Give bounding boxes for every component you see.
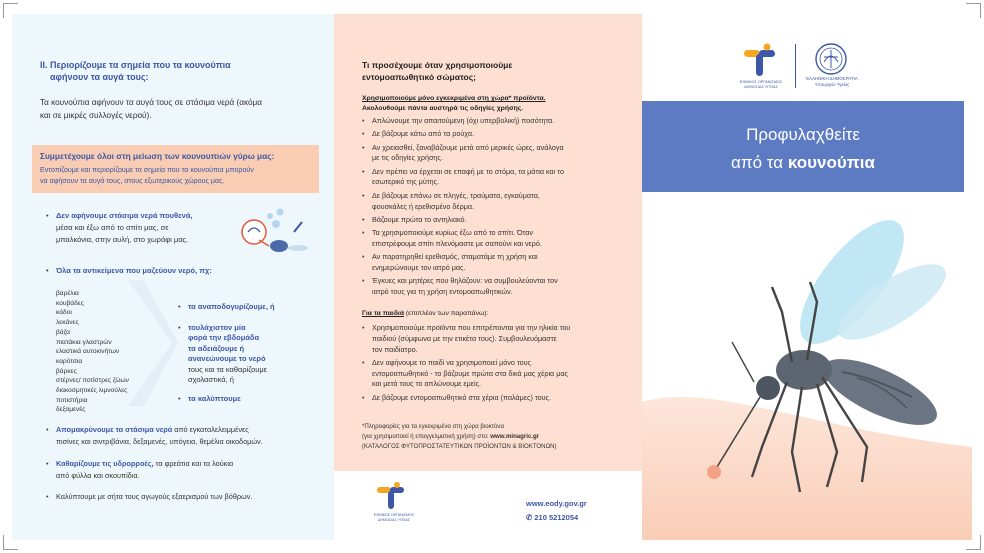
intro-line-2: και σε μικρές συλλογές νερού). <box>40 111 152 120</box>
repellent-title-line-2: εντομοαπωθητικό σώματος; <box>362 72 476 82</box>
ministry-line-2: Υπουργείο Υγείας <box>814 82 850 87</box>
eody-logo-caption <box>734 80 788 90</box>
ministry-line-1: ΕΛΛΗΝΙΚΗ ΔΗΜΟΚΡΑΤΙΑ <box>806 76 858 81</box>
action-empty-line: τουλάχιστον μία <box>188 322 246 332</box>
bullet-4-bold: Καθαρίζουμε τις υδρορροές, <box>56 459 154 468</box>
action-empty <box>188 323 275 386</box>
object-actions <box>188 302 275 404</box>
children-bullet: Χρησιμοποιούμε προϊόντα που επιτρέπονται για την ηλικία του <box>372 323 571 332</box>
plant-pot-illustration <box>234 202 314 262</box>
object-item: βάρκες <box>56 367 77 375</box>
logo-caption-line: ΔΗΜΟΣΙΑΣ ΥΓΕΙΑΣ <box>744 85 778 89</box>
object-item: ελαστικά αυτοκινήτων <box>56 348 120 356</box>
repellent-bullet: ενημερώνουμε τον ιατρό μας. <box>372 263 466 273</box>
repellent-bullet: φουσκάλες ή ερεθισμένο δέρμα. <box>372 201 474 211</box>
section-heading-line-2: αφήνουν τα αυγά τους: <box>50 72 149 82</box>
bullet-clean-gutters <box>56 458 233 482</box>
left-panel <box>12 14 334 540</box>
object-item: βάζα <box>56 328 70 336</box>
crop-mark <box>3 535 18 550</box>
repellent-bullet: Δε βάζουμε επάνω σε πληγές, τραύματα, εγκαύματα, <box>372 190 540 200</box>
bullet-1-line-2: μέσα και έξω από το σπίτι μας, σε <box>56 223 169 232</box>
children-heading-bold: Για τα παιδιά <box>362 310 405 317</box>
brochure <box>12 14 972 540</box>
object-item: δεξαμενές <box>56 406 86 414</box>
ministry-caption <box>802 76 862 88</box>
repellent-title <box>362 59 512 83</box>
middle-panel <box>334 14 642 540</box>
repellent-bullets <box>372 116 632 300</box>
action-empty-line: ανανεώνουμε το νερό <box>188 354 266 363</box>
section-heading <box>40 59 231 83</box>
action-empty-line: φορά την εβδομάδα <box>188 333 260 342</box>
phone-number[interactable]: ✆ 210 5212054 <box>526 513 579 522</box>
logo-caption-line: ΔΗΜΟΣΙΑΣ ΥΓΕΙΑΣ <box>378 518 410 522</box>
eody-logo-icon <box>374 481 410 511</box>
eody-logo-icon <box>740 42 782 78</box>
repellent-bullet: εσωτερικό της μύτης. <box>372 177 440 187</box>
action-empty-line: τους και τα καθαρίζουμε <box>188 364 268 374</box>
info-box-line-1: Εντοπίζουμε και περιορίζουμε τα σημεία που τα κουνούπια μπορούν <box>40 166 254 174</box>
eody-logo-caption <box>372 513 416 523</box>
bullet-5-text: Καλύπτουμε με σήτα τους αγωγούς εξαερισμού των βόθρων. <box>56 492 253 501</box>
logo-caption-line: ΕΘΝΙΚΟΣ ΟΡΓΑΝΙΣΜΟΣ <box>739 80 783 84</box>
intro-line-1: Τα κουνούπια αφήνουν τα αυγά τους σε στάσιμα νερά (ακόμα <box>40 98 262 107</box>
mosquito-illustration <box>642 192 972 540</box>
bullet-3-bold: Απομακρύνουμε τα στάσιμα νερά <box>56 425 173 434</box>
minagric-link[interactable]: www.minagric.gr <box>490 433 540 440</box>
action-empty-line: τα αδειάζουμε ή <box>188 343 245 353</box>
repellent-bullet: Απλώνουμε την απαιτούμενη (όχι υπερβολική) ποσότητα. <box>372 116 555 125</box>
right-panel <box>642 14 972 540</box>
object-item: κάδοι <box>56 309 72 317</box>
info-box-line-2: να αφήσουν τα αυγά τους, στους εξωτερικούς χώρους μας. <box>40 177 225 185</box>
repellent-bullet: επιστρέφουμε σπίτι πλενόμαστε με σαπούνι και νερό. <box>372 238 542 248</box>
bullet-4-rest: τα φρεάτια και τα λούκια <box>153 459 234 468</box>
action-flip: τα αναποδογυρίζουμε, ή <box>188 302 275 311</box>
children-bullet: Δεν αφήνουμε το παιδί να χρησιμοποιεί μόνο τους <box>372 357 531 367</box>
banner-title <box>642 121 964 177</box>
banner-line-2-bold: κουνούπια <box>787 153 875 172</box>
repellent-title-line-1: Τι προσέχουμε όταν χρησιμοποιούμε <box>362 60 513 70</box>
phone-text: 210 5212054 <box>534 513 579 522</box>
banner-line-2-normal: από τα <box>731 153 788 172</box>
objects-list <box>56 289 129 415</box>
children-bullets <box>372 323 632 406</box>
bullet-2-text: Όλα τα αντικείμενα που μαζεύουν νερό, πχ: <box>56 266 212 275</box>
footnote-line-2: (για χρησιμοποιεί ή επαγγελματική χρήση) στο: <box>362 433 491 440</box>
children-bullet: Δε βάζουμε εντομοαπωθητικό στα χέρια (παλάμες) τους. <box>372 392 551 402</box>
logo-divider <box>795 44 796 88</box>
object-item: διακοσμητικές λιμνούλες <box>56 387 128 395</box>
repellent-bullet: Δεν πρέπει να έρχεται σε επαφή με το στόμα, τα μάτια και το <box>372 166 565 176</box>
bullet-3-line-2: πισίνες και σιντριβάνια, δεξαμενές, υπόγεια, θεμέλια οικοδομών. <box>56 437 263 446</box>
crop-mark <box>966 3 981 18</box>
repellent-bullet: Αν παρατηρηθεί ερεθισμός, σταματάμε τη χρήση και <box>372 252 538 262</box>
repellent-bullet: Βάζουμε πρώτα το αντηλιακό. <box>372 214 467 224</box>
repellent-bullet: ιατρό τους για τη χρήση εντομοαπωθητικών. <box>372 287 513 297</box>
bullet-1-line-3: μπαλκόνια, στην αυλή, στο χωράφι μας. <box>56 235 189 244</box>
section-heading-line-1: ΙΙ. Περιορίζουμε τα σημεία που τα κουνούπια <box>40 60 231 70</box>
logo-caption-line: ΕΘΝΙΚΟΣ ΟΡΓΑΝΙΣΜΟΣ <box>373 513 415 517</box>
action-empty-line: σχολαστικά, ή <box>188 375 234 384</box>
greek-emblem-icon <box>814 42 848 76</box>
bullet-remove-water <box>56 424 263 448</box>
repellent-bullet: με τις οδηγίες χρήσης. <box>372 153 443 163</box>
repellent-intro-line-2: Ακολουθούμε πάντα αυστηρά τις οδηγίες χρήσης. <box>362 104 524 112</box>
children-heading-rest: (επιπλέον των παραπάνω): <box>404 310 489 317</box>
footnote-line-1: *Πληροφορίες για τα εγκεκριμένα στη χώρα βιοκτόνα <box>362 423 504 430</box>
repellent-intro-line-1: Χρησιμοποιούμε μόνο εγκεκριμένα στη χώρα* προϊόντα. <box>362 95 546 102</box>
crop-mark <box>3 3 18 18</box>
repellent-bullet: Αν χρειασθεί, ξαναβάζουμε μετά από μερικές ώρες, ανάλογα <box>372 142 564 152</box>
object-item: λεκάνες <box>56 319 79 327</box>
repellent-bullet: Δε βάζουμε κάτω από τα ρούχα. <box>372 129 475 139</box>
bite-mark <box>707 465 721 479</box>
footnote-line-3: (ΚΑΤΑΛΟΓΟΣ ΦΥΤΟΠΡΟΣΤΑΤΕΥΤΙΚΩΝ ΠΡΟΪΟΝΤΩΝ & ΒΙΟΚΤΟΝΩΝ) <box>362 443 557 450</box>
mosquito-head <box>756 376 780 400</box>
children-bullet: παιδιού (σύμφωνα με την ετικέτα τους). Συμβουλευόμαστε <box>372 333 557 343</box>
bullet-objects-heading <box>56 266 212 275</box>
bullet-4-line-2: από φύλλα και σκουπίδια. <box>56 471 140 480</box>
banner-line-1: Προφυλαχθείτε <box>746 125 860 144</box>
children-bullet: και μετά τους το απλώνουμε εμείς. <box>372 379 482 389</box>
middle-footer <box>334 471 642 540</box>
repellent-bullet: Τα χρησιμοποιούμε κυρίως έξω από το σπίτι. Όταν <box>372 228 534 238</box>
info-box-title: Συμμετέχουμε όλοι στη μείωση των κουνουπιών γύρω μας: <box>40 151 275 161</box>
object-item: πιατάκια γλαστρών <box>56 338 112 346</box>
action-cover: τα καλύπτουμε <box>188 393 241 403</box>
title-banner <box>642 101 964 192</box>
info-box <box>32 145 319 193</box>
bullet-cover-vents <box>56 492 252 501</box>
object-item: κουβάδες <box>56 299 84 307</box>
mosquito-thorax <box>776 350 832 390</box>
bullet-1-line-1: Δεν αφήνουμε στάσιμα νερά πουθενά, <box>56 211 193 220</box>
bullet-no-standing-water <box>56 210 193 246</box>
children-bullet: τον παιδίατρο. <box>372 344 418 354</box>
footnote <box>362 422 557 452</box>
chevron-arrow-icon <box>122 276 182 411</box>
repellent-intro <box>362 94 546 113</box>
children-bullet: εντομοαπωθητικό - το βάζουμε πρώτα στα δικά μας χέρια μας <box>372 368 568 378</box>
object-item: ποτιστήρια <box>56 396 88 404</box>
object-item: στέρνες/ ποτίστρες ζώων <box>56 377 129 385</box>
website-link[interactable]: www.eody.gov.gr <box>526 499 587 508</box>
object-item: καρότσια <box>56 357 83 365</box>
crop-mark <box>966 535 981 550</box>
bullet-3-rest: από εγκαταλελειμμένες <box>172 425 249 434</box>
children-heading <box>362 310 488 317</box>
object-item: βαρέλια <box>56 290 79 297</box>
intro-text <box>40 96 262 122</box>
repellent-bullet: Έγκυες και μητέρες που θηλάζουν: να συμβουλεύονται τον <box>372 276 558 286</box>
